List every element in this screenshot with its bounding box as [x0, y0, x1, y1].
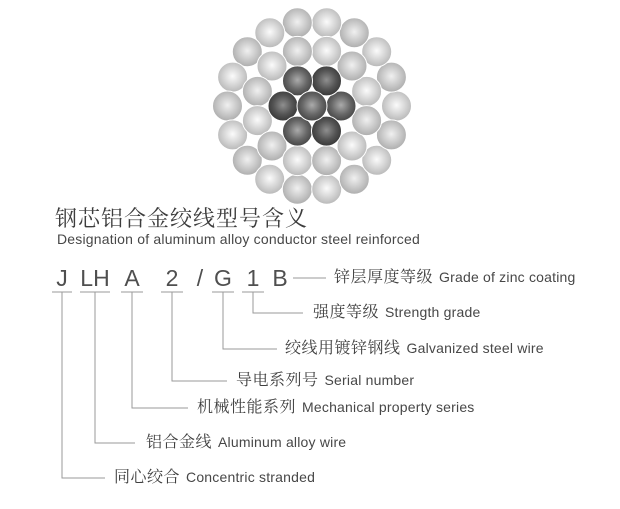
designation-code-a: A [124, 265, 140, 291]
leader-line [223, 292, 277, 349]
leader-line [172, 292, 227, 381]
aluminum-wire [282, 174, 312, 204]
label-chinese: 机械性能系列 [197, 399, 297, 416]
aluminum-wire [312, 174, 342, 204]
label-chinese: 强度等级 [313, 304, 380, 321]
designation-separator-slash: / [196, 265, 204, 291]
steel-wire [297, 91, 327, 121]
designation-label-j [114, 470, 315, 486]
aluminum-wire [242, 76, 272, 106]
page-title-english: Designation of aluminum alloy conductor steel reinforced [57, 231, 420, 247]
aluminum-wire [352, 106, 382, 136]
page-title-chinese: 钢芯铝合金绞线型号含义 [55, 206, 309, 231]
leader-line [253, 292, 303, 313]
label-chinese: 绞线用镀锌钢线 [285, 340, 401, 357]
label-english: Strength grade [385, 304, 481, 320]
aluminum-wire [282, 8, 312, 38]
leader-line [95, 292, 135, 443]
designation-code-lh: LH [80, 265, 110, 291]
label-english: Concentric stranded [186, 469, 316, 485]
cable-cross-section-image [207, 0, 417, 212]
label-chinese: 铝合金线 [146, 434, 213, 451]
designation-code-1: 1 [246, 265, 260, 291]
label-chinese: 导电系列号 [236, 372, 319, 389]
aluminum-wire [213, 91, 243, 121]
label-english: Serial number [324, 372, 415, 388]
aluminum-wire [312, 8, 342, 38]
aluminum-wire [312, 36, 342, 66]
leader-line [132, 292, 188, 408]
designation-code-j: J [56, 265, 68, 291]
label-english: Grade of zinc coating [439, 269, 576, 285]
designation-label-1 [313, 305, 480, 321]
designation-code-b: B [272, 265, 288, 291]
designation-label-g [285, 341, 544, 357]
designation-code-g: G [214, 265, 232, 291]
aluminum-wire [255, 164, 285, 194]
leader-line [62, 292, 105, 478]
label-english: Mechanical property series [302, 399, 475, 415]
aluminum-wire [339, 18, 369, 48]
designation-code-2: 2 [165, 265, 179, 291]
designation-label-a [197, 400, 475, 416]
label-english: Galvanized steel wire [406, 340, 544, 356]
aluminum-wire [382, 91, 412, 121]
designation-label-2 [236, 373, 414, 389]
aluminum-wire [282, 146, 312, 176]
label-english: Aluminum alloy wire [218, 434, 347, 450]
label-chinese: 同心绞合 [114, 469, 181, 486]
label-chinese: 锌层厚度等级 [334, 269, 434, 286]
designation-label-b [334, 270, 576, 286]
designation-label-lh [146, 435, 346, 451]
